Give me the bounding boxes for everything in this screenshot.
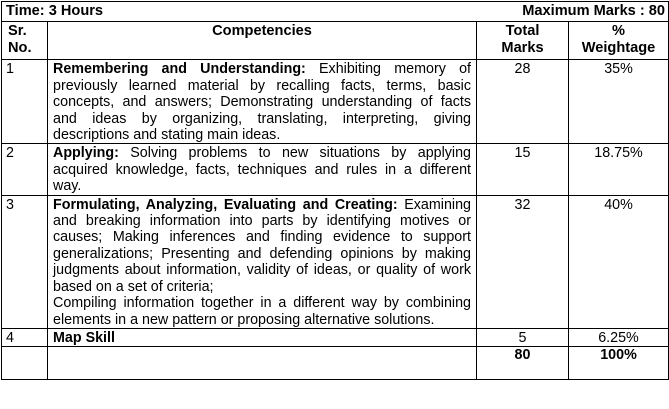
row-competency: [48, 195, 477, 328]
col-competencies: Competencies: [48, 22, 477, 60]
row-competency-text: Solving problems to new situations by applying acquired knowledge, facts, techniques and rules in a different way.: [53, 145, 471, 195]
row-competency: [48, 328, 477, 346]
totals-competency: [48, 347, 477, 380]
col-sr-no: [2, 22, 48, 60]
col-weightage-label: % Weightage: [581, 23, 656, 57]
row-sr: 3: [2, 195, 48, 328]
row-marks: 15: [477, 144, 569, 195]
col-weightage: [569, 22, 669, 60]
row-weightage: 18.75%: [569, 144, 669, 195]
row-sr: 2: [2, 144, 48, 195]
table-row: [2, 328, 669, 346]
row-competency-title: Map Skill: [53, 329, 115, 346]
table-row: [2, 195, 669, 328]
row-marks: 28: [477, 60, 569, 144]
row-marks: 32: [477, 195, 569, 328]
table-row: [2, 144, 669, 195]
row-competency-text: Exhibiting memory of previously learned material by recalling facts, terms, basic concepts, and answers; Demonstrating understanding of facts and ideas by organizing, translating, interpreting, giving descriptions and stating main ideas.: [53, 61, 471, 144]
row-competency: [48, 144, 477, 195]
total-marks: 80: [477, 347, 569, 380]
row-marks: 5: [477, 328, 569, 346]
row-competency-text: Examining and breaking information into parts by identifying motives or causes; Making inferences and finding evidence to support generalizations; Presenting and defending opinions by making judgments about information, validity of ideas, or quality of work based on a set of criteria;: [53, 196, 471, 295]
total-weightage: 100%: [569, 347, 669, 380]
row-competency-title: Formulating, Analyzing, Evaluating and Creating:: [53, 196, 398, 213]
row-competency: [48, 60, 477, 144]
totals-row: [2, 347, 669, 380]
header-row: [2, 2, 669, 22]
marks-distribution-table: [1, 1, 669, 380]
row-competency-title: Applying:: [53, 145, 119, 162]
totals-sr: [2, 347, 48, 380]
column-header-row: [2, 22, 669, 60]
col-total-marks: [477, 22, 569, 60]
time-label: Time: 3 Hours: [2, 2, 477, 22]
row-sr: 4: [2, 328, 48, 346]
max-marks-label: Maximum Marks : 80: [477, 2, 669, 22]
col-sr-no-label: Sr. No.: [8, 23, 32, 57]
row-competency-title: Remembering and Understanding:: [53, 61, 306, 78]
row-weightage: 40%: [569, 195, 669, 328]
row-weightage: 6.25%: [569, 328, 669, 346]
row-weightage: 35%: [569, 60, 669, 144]
row-sr: 1: [2, 60, 48, 144]
row-competency-text-2: Compiling information together in a different way by combining elements in a new pattern or proposing alternative solutions.: [53, 295, 471, 328]
col-total-marks-label: Total Marks: [501, 23, 544, 57]
table-row: [2, 60, 669, 144]
